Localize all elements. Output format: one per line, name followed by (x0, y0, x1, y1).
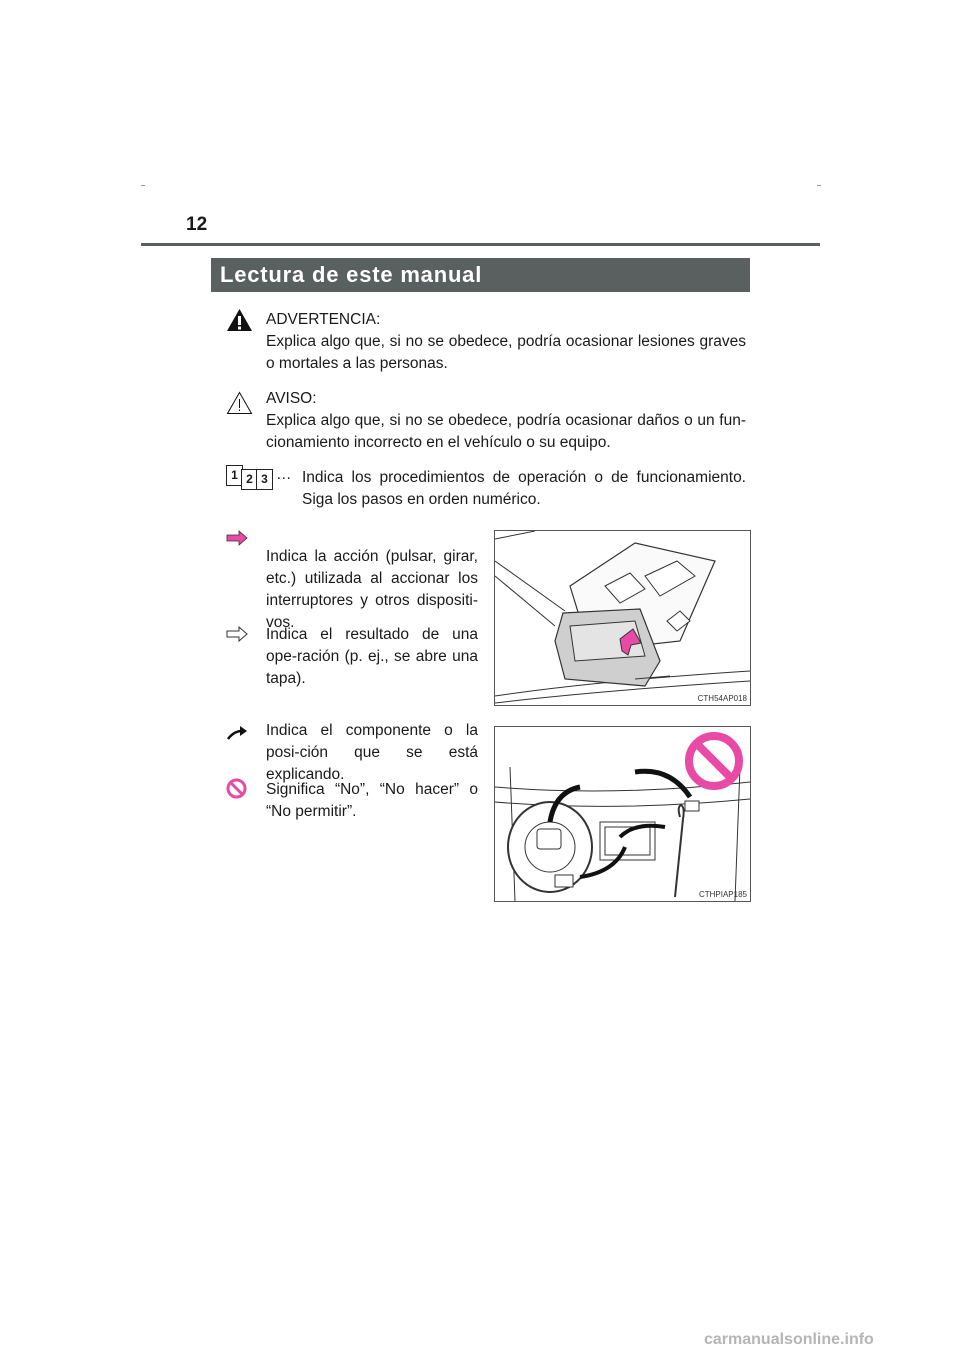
steps-ellipsis: … (276, 466, 292, 483)
section-title: Lectura de este manual (211, 258, 750, 292)
warning-label: ADVERTENCIA: (266, 311, 381, 328)
notice-label: AVISO: (266, 390, 317, 407)
prohibited-text: Significa “No”, “No hacer” o “No permitir”. (266, 781, 478, 820)
overhead-console-illustration (495, 531, 750, 705)
step-number-2: 2 (241, 469, 258, 490)
steps-text: Indica los procedimientos de operación o de funcionamiento. Siga los pasos en orden numérico. (302, 469, 746, 508)
watermark: carmanualsonline.info (704, 1331, 874, 1348)
step-number-3: 3 (256, 469, 273, 490)
warning-text: Explica algo que, si no se obedece, podría ocasionar lesiones graves o mortales a las personas. (266, 333, 746, 372)
overhead-console-figure (494, 530, 751, 706)
action-arrow-text: Indica la acción (pulsar, girar, etc.) utilizada al accionar los interruptores y otros dispositi-vos. (266, 548, 478, 631)
crop-mark-right (817, 185, 821, 186)
notice-text: Explica algo que, si no se obedece, podría ocasionar daños o un fun-cionamiento incorrecto en el vehículo o su equipo. (266, 412, 746, 451)
pink-filled-arrow-icon (226, 530, 248, 546)
page-number: 12 (186, 214, 208, 235)
component-arrow-text: Indica el componente o la posi-ción que se está explicando. (266, 722, 478, 783)
prohibition-circle-icon (226, 778, 247, 799)
step-number-1: 1 (226, 465, 243, 486)
warning-triangle-icon (226, 308, 253, 332)
figure-code-overhead: CTH54AP018 (697, 694, 747, 703)
caution-triangle-outline-icon (226, 391, 253, 415)
dashboard-figure (494, 726, 751, 902)
result-arrow-text: Indica el resultado de una ope-ración (p. ej., se abre una tapa). (266, 626, 478, 687)
crop-mark-left (141, 185, 145, 186)
pink-outline-arrow-icon (226, 626, 248, 642)
header-rule (141, 243, 820, 246)
dashboard-illustration (495, 727, 750, 901)
figure-code-dashboard: CTHPIAP185 (698, 890, 747, 899)
curved-pointer-arrow-icon (226, 725, 248, 741)
